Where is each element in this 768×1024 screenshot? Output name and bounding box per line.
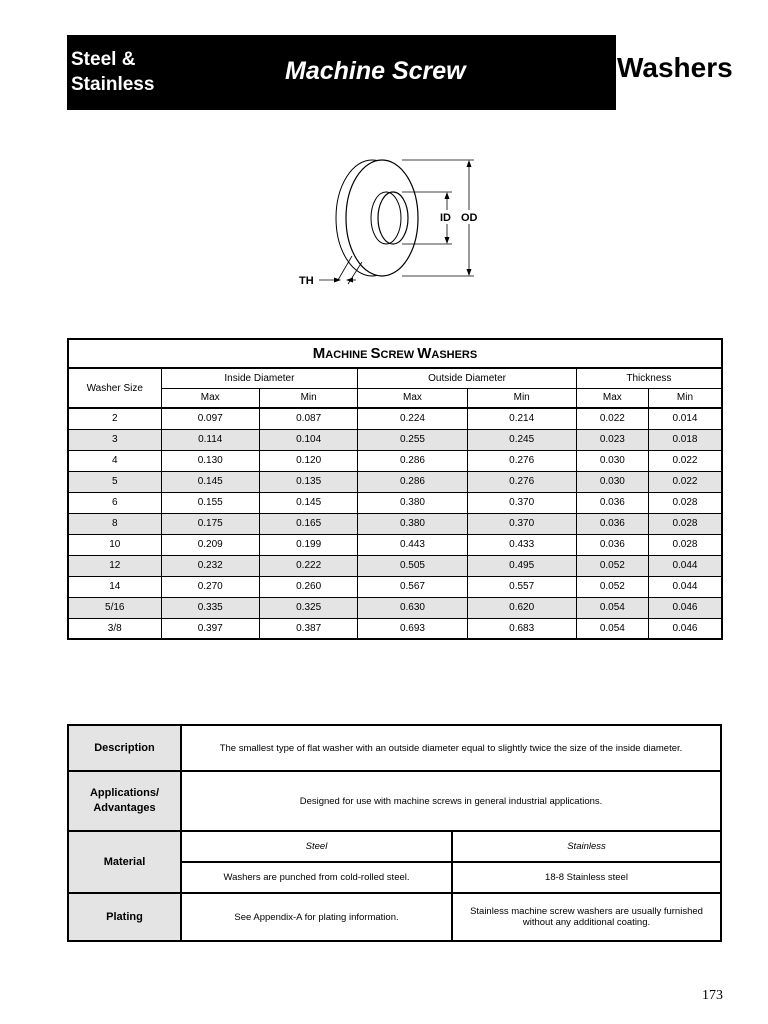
- applications-text: Designed for use with machine screws in general industrial applications.: [181, 771, 721, 831]
- value-cell: 0.018: [648, 429, 722, 450]
- value-cell: 0.052: [576, 576, 648, 597]
- washer-size-cell: 8: [68, 513, 161, 534]
- value-cell: 0.370: [467, 513, 576, 534]
- value-cell: 0.567: [358, 576, 467, 597]
- page-title: Machine Screw: [285, 57, 466, 85]
- id-label: ID: [440, 212, 451, 224]
- sub-header: Min: [259, 388, 357, 408]
- description-text: The smallest type of flat washer with an outside diameter equal to slightly twice the size of the inside diameter.: [181, 725, 721, 771]
- value-cell: 0.325: [259, 597, 357, 618]
- table-row: [68, 534, 722, 555]
- washer-size-cell: 2: [68, 408, 161, 429]
- value-cell: 0.145: [161, 471, 259, 492]
- plating-steel-text: See Appendix-A for plating information.: [181, 893, 452, 941]
- header-bar: [67, 35, 616, 110]
- washer-info-table: [67, 724, 722, 942]
- material-stainless-head: Stainless: [452, 831, 721, 862]
- od-label: OD: [461, 212, 478, 224]
- category-label: [71, 47, 154, 97]
- sub-header: Max: [161, 388, 259, 408]
- value-cell: 0.214: [467, 408, 576, 429]
- machine-screw-washers-table: [67, 338, 723, 640]
- value-cell: 0.175: [161, 513, 259, 534]
- sub-header: Max: [576, 388, 648, 408]
- section-title: Washers: [617, 52, 733, 83]
- value-cell: 0.276: [467, 450, 576, 471]
- value-cell: 0.097: [161, 408, 259, 429]
- value-cell: 0.683: [467, 618, 576, 639]
- material-steel-head: Steel: [181, 831, 452, 862]
- value-cell: 0.286: [358, 450, 467, 471]
- washer-size-cell: 10: [68, 534, 161, 555]
- value-cell: 0.030: [576, 471, 648, 492]
- value-cell: 0.044: [648, 576, 722, 597]
- value-cell: 0.145: [259, 492, 357, 513]
- description-label: Description: [68, 725, 181, 771]
- value-cell: 0.286: [358, 471, 467, 492]
- th-label: TH: [299, 275, 314, 287]
- value-cell: 0.046: [648, 597, 722, 618]
- table-row: [68, 576, 722, 597]
- value-cell: 0.135: [259, 471, 357, 492]
- table-row: [68, 513, 722, 534]
- material-stainless-text: 18-8 Stainless steel: [452, 862, 721, 893]
- washer-diagram: [290, 150, 500, 295]
- table-row: [68, 618, 722, 639]
- washer-size-cell: 4: [68, 450, 161, 471]
- value-cell: 0.693: [358, 618, 467, 639]
- inside-diameter-header: Inside Diameter: [161, 368, 358, 388]
- value-cell: 0.260: [259, 576, 357, 597]
- sub-header: Min: [467, 388, 576, 408]
- value-cell: 0.630: [358, 597, 467, 618]
- table-row: [68, 408, 722, 429]
- value-cell: 0.028: [648, 513, 722, 534]
- material-steel-text: Washers are punched from cold-rolled steel.: [181, 862, 452, 893]
- washer-size-cell: 3/8: [68, 618, 161, 639]
- washer-size-cell: 5/16: [68, 597, 161, 618]
- value-cell: 0.030: [576, 450, 648, 471]
- value-cell: 0.028: [648, 492, 722, 513]
- value-cell: 0.387: [259, 618, 357, 639]
- value-cell: 0.199: [259, 534, 357, 555]
- value-cell: 0.335: [161, 597, 259, 618]
- value-cell: 0.014: [648, 408, 722, 429]
- value-cell: 0.495: [467, 555, 576, 576]
- value-cell: 0.433: [467, 534, 576, 555]
- table-title: MACHINE SCREW WASHERS: [68, 339, 722, 368]
- table-row: [68, 597, 722, 618]
- value-cell: 0.120: [259, 450, 357, 471]
- spec-table-body: [68, 408, 722, 639]
- category-line-2: Stainless: [71, 74, 155, 95]
- value-cell: 0.054: [576, 618, 648, 639]
- value-cell: 0.245: [467, 429, 576, 450]
- table-row: [68, 450, 722, 471]
- material-label: Material: [68, 831, 181, 893]
- value-cell: 0.044: [648, 555, 722, 576]
- value-cell: 0.155: [161, 492, 259, 513]
- value-cell: 0.620: [467, 597, 576, 618]
- washer-size-header: Washer Size: [68, 368, 161, 408]
- value-cell: 0.270: [161, 576, 259, 597]
- value-cell: 0.255: [358, 429, 467, 450]
- washer-size-cell: 12: [68, 555, 161, 576]
- sub-header: Max: [358, 388, 467, 408]
- thickness-header: Thickness: [576, 368, 722, 388]
- value-cell: 0.130: [161, 450, 259, 471]
- value-cell: 0.114: [161, 429, 259, 450]
- value-cell: 0.054: [576, 597, 648, 618]
- table-row: [68, 471, 722, 492]
- value-cell: 0.022: [576, 408, 648, 429]
- value-cell: 0.443: [358, 534, 467, 555]
- applications-label: Applications/ Advantages: [68, 771, 181, 831]
- washer-size-cell: 5: [68, 471, 161, 492]
- value-cell: 0.232: [161, 555, 259, 576]
- outside-diameter-header: Outside Diameter: [358, 368, 576, 388]
- value-cell: 0.022: [648, 450, 722, 471]
- category-line-1: Steel &: [71, 49, 136, 70]
- page-number: 173: [702, 988, 723, 1003]
- sub-header: Min: [648, 388, 722, 408]
- washer-size-cell: 6: [68, 492, 161, 513]
- value-cell: 0.028: [648, 534, 722, 555]
- value-cell: 0.380: [358, 513, 467, 534]
- value-cell: 0.370: [467, 492, 576, 513]
- value-cell: 0.505: [358, 555, 467, 576]
- value-cell: 0.087: [259, 408, 357, 429]
- value-cell: 0.209: [161, 534, 259, 555]
- table-row: [68, 555, 722, 576]
- value-cell: 0.036: [576, 513, 648, 534]
- washer-size-cell: 14: [68, 576, 161, 597]
- plating-stainless-text: Stainless machine screw washers are usually furnished without any additional coating.: [452, 893, 721, 941]
- table-row: [68, 492, 722, 513]
- value-cell: 0.165: [259, 513, 357, 534]
- value-cell: 0.380: [358, 492, 467, 513]
- value-cell: 0.022: [648, 471, 722, 492]
- table-row: [68, 429, 722, 450]
- value-cell: 0.557: [467, 576, 576, 597]
- value-cell: 0.397: [161, 618, 259, 639]
- washer-size-cell: 3: [68, 429, 161, 450]
- value-cell: 0.023: [576, 429, 648, 450]
- value-cell: 0.052: [576, 555, 648, 576]
- value-cell: 0.104: [259, 429, 357, 450]
- plating-label: Plating: [68, 893, 181, 941]
- value-cell: 0.046: [648, 618, 722, 639]
- value-cell: 0.222: [259, 555, 357, 576]
- value-cell: 0.276: [467, 471, 576, 492]
- value-cell: 0.224: [358, 408, 467, 429]
- value-cell: 0.036: [576, 534, 648, 555]
- value-cell: 0.036: [576, 492, 648, 513]
